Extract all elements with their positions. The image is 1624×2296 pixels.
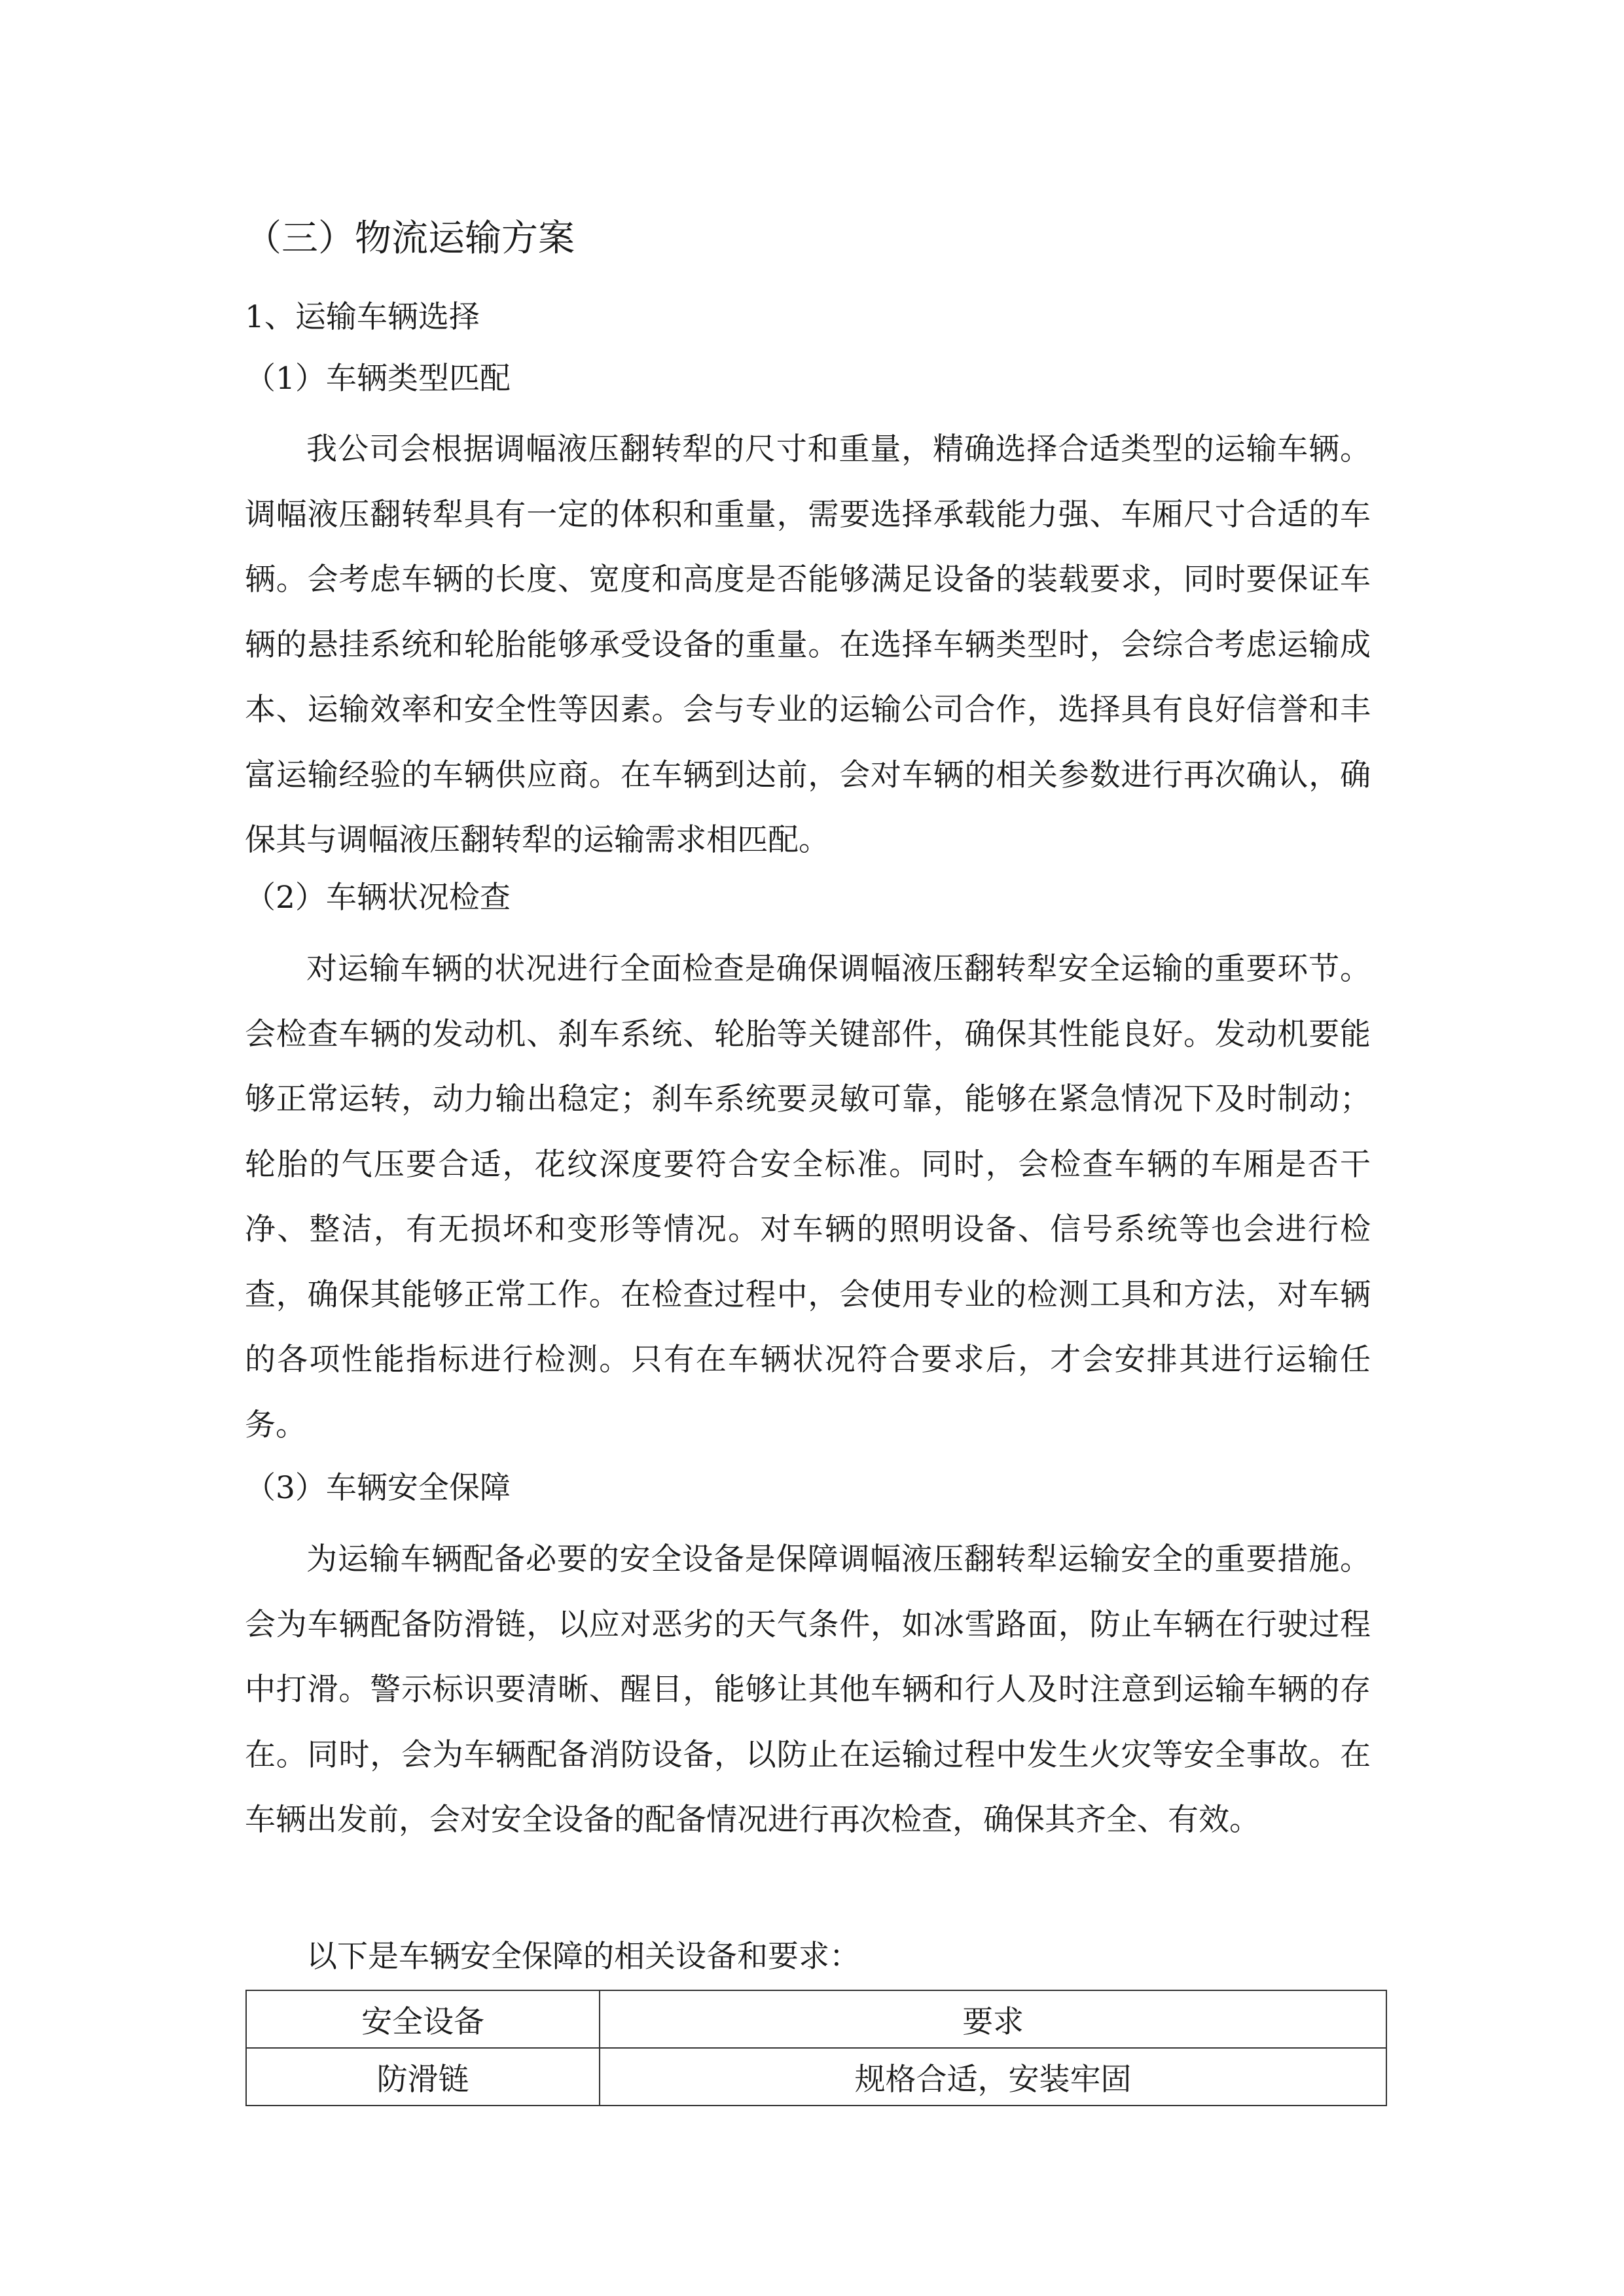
table-row <box>246 2048 1386 2106</box>
heading-vehicle-selection: 1、运输车辆选择 <box>245 299 480 335</box>
subheading-vehicle-safety: （3）车辆安全保障 <box>245 1470 511 1506</box>
table-cell-equipment: 防滑链 <box>246 2048 600 2106</box>
table-header-requirement: 要求 <box>600 1990 1386 2048</box>
table-header-equipment: 安全设备 <box>246 1990 600 2048</box>
subheading-vehicle-type-matching: （1）车辆类型匹配 <box>245 361 511 397</box>
table-header-row <box>246 1990 1386 2048</box>
paragraph-vehicle-type-matching: 我公司会根据调幅液压翻转犁的尺寸和重量，精确选择合适类型的运输车辆。调幅液压翻转犁具有一定的体积和重量，需要选择承载能力强、车厢尺寸合适的车辆。会考虑车辆的长度、宽度和高度是否能够满足设备的装载要求，同时要保证车辆的悬挂系统和轮胎能够承受设备的重量。在选择车辆类型时，会综合考虑运输成本、运输效率和安全性等因素。会与专业的运输公司合作，选择具有良好信誉和丰富运输经验的车辆供应商。在车辆到达前，会对车辆的相关参数进行再次确认，确保其与调幅液压翻转犁的运输需求相匹配。 <box>245 431 1371 858</box>
paragraph-vehicle-safety: 为运输车辆配备必要的安全设备是保障调幅液压翻转犁运输安全的重要措施。会为车辆配备防滑链，以应对恶劣的天气条件，如冰雪路面，防止车辆在行驶过程中打滑。警示标识要清晰、醒目，能够让其他车辆和行人及时注意到运输车辆的存在。同时，会为车辆配备消防设备，以防止在运输过程中发生火灾等安全事故。在车辆出发前，会对安全设备的配备情况进行再次检查，确保其齐全、有效。 <box>245 1541 1371 1838</box>
paragraph-vehicle-condition-check: 对运输车辆的状况进行全面检查是确保调幅液压翻转犁安全运输的重要环节。会检查车辆的发动机、刹车系统、轮胎等关键部件，确保其性能良好。发动机要能够正常运转，动力输出稳定；刹车系统要灵敏可靠，能够在紧急情况下及时制动；轮胎的气压要合适，花纹深度要符合安全标准。同时，会检查车辆的车厢是否干净、整洁，有无损坏和变形等情况。对车辆的照明设备、信号系统等也会进行检查，确保其能够正常工作。在检查过程中，会使用专业的检测工具和方法，对车辆的各项性能指标进行检测。只有在车辆状况符合要求后，才会安排其进行运输任务。 <box>245 951 1371 1443</box>
table-intro: 以下是车辆安全保障的相关设备和要求： <box>306 1939 860 1975</box>
section-title: （三）物流运输方案 <box>245 217 575 260</box>
table-cell-requirement: 规格合适，安装牢固 <box>600 2048 1386 2106</box>
safety-equipment-table <box>245 1990 1387 2106</box>
subheading-vehicle-condition-check: （2）车辆状况检查 <box>245 880 511 916</box>
